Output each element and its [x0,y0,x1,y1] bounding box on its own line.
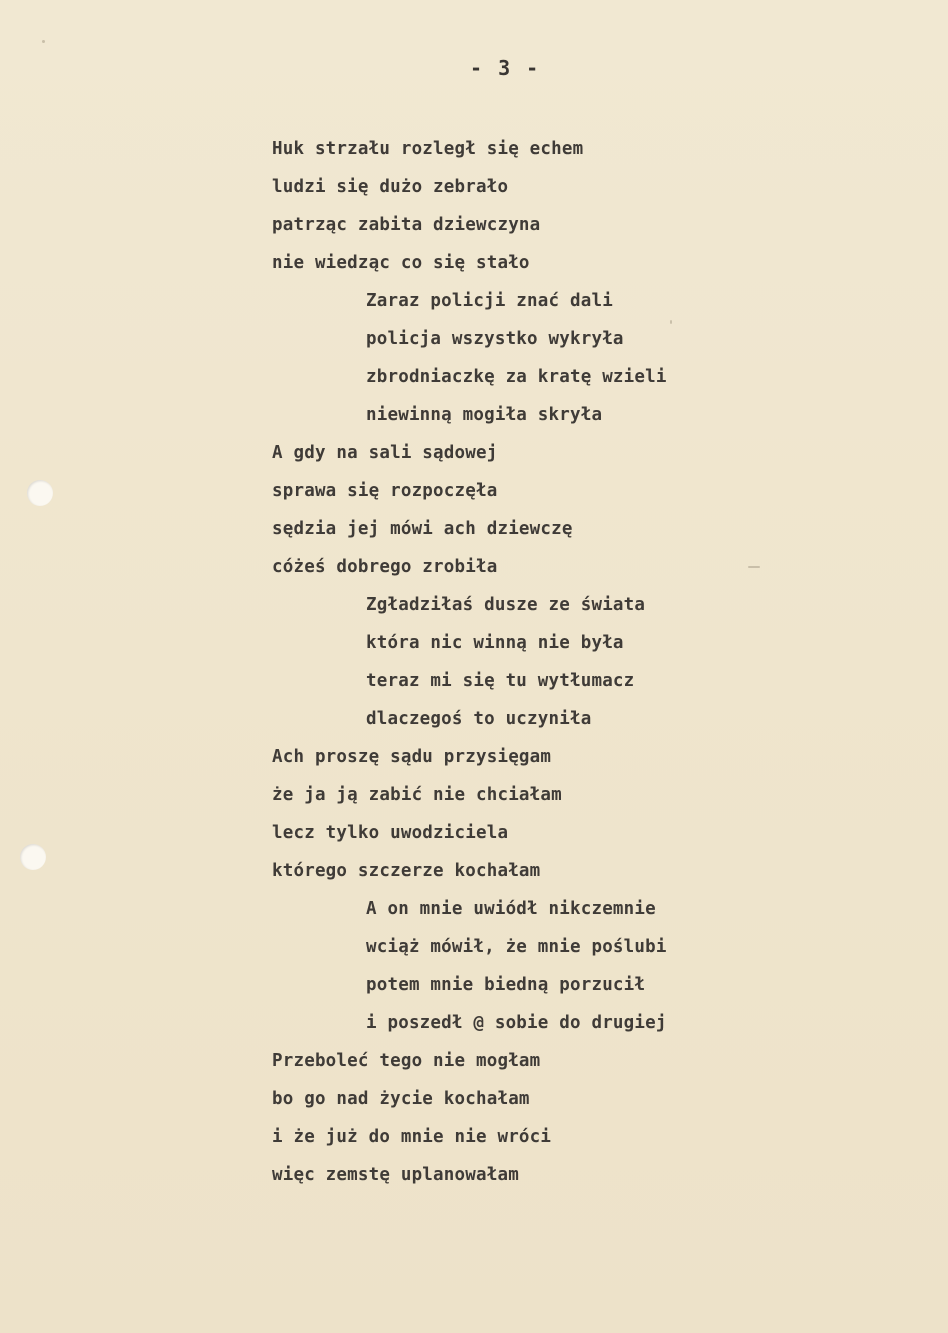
paper-mark [748,566,760,568]
poem-line: Zgładziłaś dusze ze świata [366,595,646,615]
poem-line: dlaczegoś to uczyniła [366,709,592,729]
poem-line: cóżeś dobrego zrobiła [272,557,498,577]
poem-line: A on mnie uwiódł nikczemnie [366,899,656,919]
poem-line: policja wszystko wykryła [366,329,624,349]
poem-line: która nic winną nie była [366,633,624,653]
poem-line: i poszedł @ sobie do drugiej [366,1013,667,1033]
poem-line: wciąż mówił, że mnie poślubi [366,937,667,957]
punch-hole [27,480,53,506]
stanza [272,434,732,586]
poem-line: Przeboleć tego nie mogłam [272,1051,541,1071]
poem-line: lecz tylko uwodziciela [272,823,509,843]
poem-line: Zaraz policji znać dali [366,291,613,311]
stanza [272,1042,732,1194]
paper-speck [42,40,45,43]
stanza [272,282,732,434]
stanza [272,890,732,1042]
poem-line: potem mnie biedną porzucił [366,975,646,995]
poem-line: i że już do mnie nie wróci [272,1127,552,1147]
stanza [272,586,732,738]
poem-body [272,130,732,1194]
poem-line: sprawa się rozpoczęła [272,481,498,501]
poem-line: patrząc zabita dziewczyna [272,215,541,235]
poem-line: że ja ją zabić nie chciałam [272,785,562,805]
poem-line: teraz mi się tu wytłumacz [366,671,635,691]
poem-line: bo go nad życie kochałam [272,1089,530,1109]
poem-line: zbrodniaczkę za kratę wzieli [366,367,667,387]
stanza [272,738,732,890]
punch-hole [20,844,46,870]
poem-line: ludzi się dużo zebrało [272,177,509,197]
stanza [272,130,732,282]
poem-line: Ach proszę sądu przysięgam [272,747,552,767]
poem-line: więc zemstę uplanowałam [272,1165,519,1185]
poem-line: Huk strzału rozległ się echem [272,139,584,159]
poem-line: sędzia jej mówi ach dziewczę [272,519,573,539]
poem-line: którego szczerze kochałam [272,861,541,881]
poem-line: nie wiedząc co się stało [272,253,530,273]
poem-line: A gdy na sali sądowej [272,443,498,463]
page-number: - 3 - [470,56,541,80]
poem-line: niewinną mogiła skryła [366,405,603,425]
